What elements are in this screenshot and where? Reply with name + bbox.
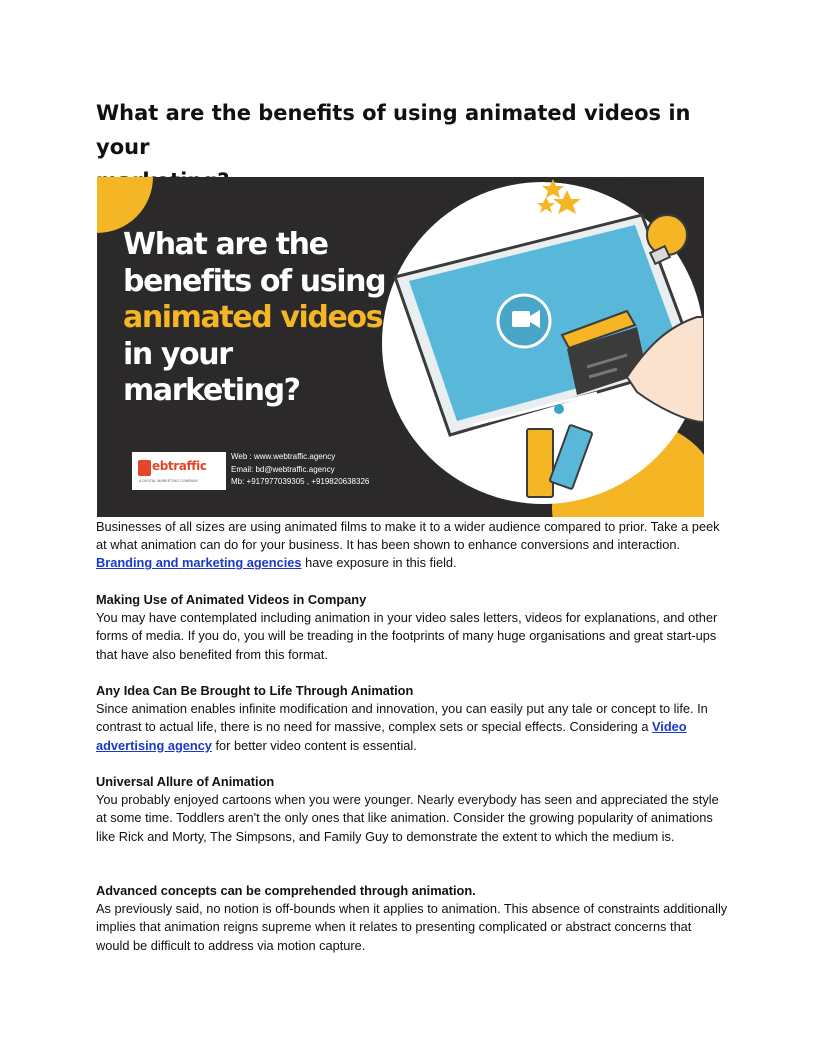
branding-agencies-link[interactable]: Branding and marketing agencies <box>96 555 302 571</box>
section-animated-videos <box>96 591 728 664</box>
section-body: As previously said, no notion is off-bounds when it applies to animation. This absence of constraints additionally implies that animation reigns supreme when it relates to presenting complicated or abstract concerns that would be difficult to address via motion capture. <box>96 901 728 953</box>
banner-heading-line-2: benefits of using <box>123 263 386 299</box>
banner-image <box>97 177 704 517</box>
logo-wordmark: ebtraffic <box>152 459 207 473</box>
section-advanced-concepts <box>96 882 728 955</box>
section-heading: Making Use of Animated Videos in Company <box>96 592 367 607</box>
logo-tagline: A DIGITAL MARKETING COMPANY <box>139 479 199 483</box>
corner-accent <box>97 177 153 233</box>
banner-heading <box>123 227 385 410</box>
section-body: You probably enjoyed cartoons when you were younger. Nearly everybody has seen and appreciated the style at some time. Toddlers aren't the only ones that like animation. Consider the growing popularity of animations like Rick and Morty, The Simpsons, and Family Guy to demonstrate the extent to which the medium is. <box>96 792 719 844</box>
section-heading: Advanced concepts can be comprehended through animation. <box>96 883 476 898</box>
banner-heading-highlight: animated videos <box>123 300 383 335</box>
section-heading: Universal Allure of Animation <box>96 774 275 789</box>
banner-heading-line-1: What are the <box>123 227 328 262</box>
intro-paragraph <box>96 518 728 573</box>
section-heading: Any Idea Can Be Brought to Life Through Animation <box>96 683 414 698</box>
section-universal-allure <box>96 773 728 846</box>
banner-heading-line-5: marketing? <box>123 373 300 408</box>
contact-email: Email: bd@webtraffic.agency <box>231 464 335 474</box>
section-body-text: Since animation enables infinite modification and innovation, you can easily put any tale or concept to life. In contrast to actual life, there is no need for massive, complex sets or special effects. Considering a <box>96 701 708 735</box>
section-any-idea <box>96 682 728 755</box>
contact-block <box>231 451 369 489</box>
contact-mobile: Mb: +917977039305 , +919820638326 <box>231 477 370 486</box>
title-line-1: What are the benefits of using animated videos in your <box>96 101 691 159</box>
section-body <box>96 700 728 755</box>
contact-web: Web : www.webtraffic.agency <box>231 452 336 461</box>
logo-w-icon <box>138 460 151 476</box>
intro-text-end: have exposure in this field. <box>301 555 457 571</box>
section-body-text-end: for better video content is essential. <box>211 737 417 753</box>
webtraffic-logo <box>132 452 226 490</box>
video-advertising-link[interactable]: Video advertising agency <box>96 719 687 753</box>
intro-section <box>96 518 728 573</box>
banner-heading-line-4: in your <box>123 336 232 372</box>
section-body: You may have contemplated including animation in your video sales letters, videos for explanations, and other forms of media. If you do, you will be treading in the footprints of many huge organisations and great start-ups that have also benefited from this format. <box>96 610 718 662</box>
intro-text: Businesses of all sizes are using animated films to make it to a wider audience compared to prior. Take a peek at what animation can do for your business. It has been shown to enhance conversions and interaction. <box>96 519 720 553</box>
